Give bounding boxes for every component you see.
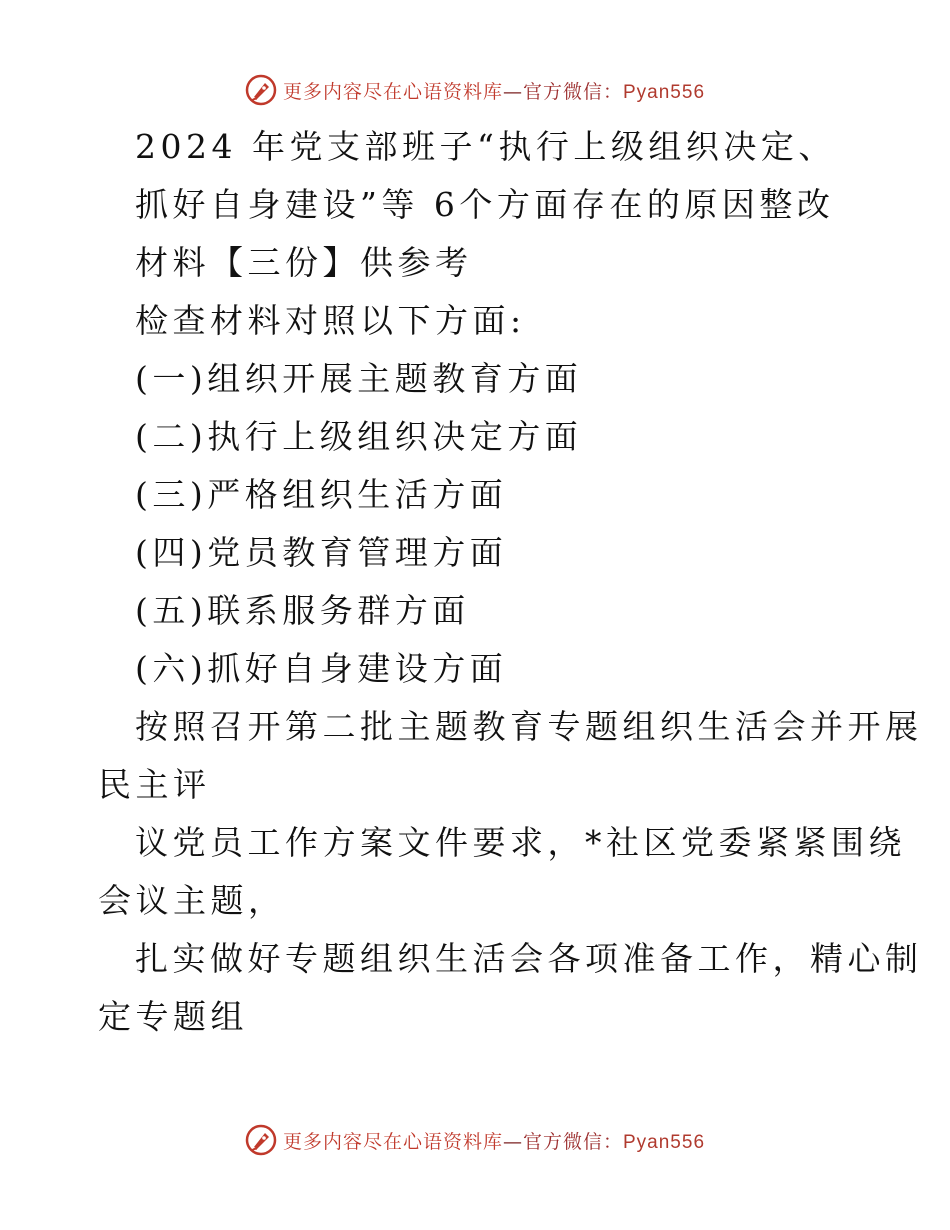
aspect-item-2: (二)执行上级组织决定方面 [135, 417, 583, 456]
body-line-2: 民主评 [98, 765, 211, 804]
watermark-separator: — [502, 1130, 523, 1153]
pen-nib-logo-icon [245, 1124, 277, 1156]
watermark-contact-label: 官方微信： [522, 1130, 623, 1153]
aspect-item-3: (三)严格组织生活方面 [135, 475, 508, 514]
body-line-5: 扎实做好专题组织生活会各项准备工作，精心制 [135, 939, 923, 978]
watermark-brand: 更多内容尽在心语资料库 [282, 1130, 503, 1153]
watermark-contact-id: Pyan556 [623, 81, 706, 103]
intro-text: 检查材料对照以下方面: [135, 301, 526, 340]
body-line-3: 议党员工作方案文件要求，*社区党委紧紧围绕 [135, 823, 906, 862]
body-line-6: 定专题组 [98, 997, 248, 1036]
watermark-text [283, 1127, 705, 1154]
watermark-contact-label: 官方微信： [522, 80, 623, 103]
document-title-line-1: 2024 年党支部班子“执行上级组织决定、 [135, 127, 836, 166]
watermark-contact-id: Pyan556 [623, 1131, 706, 1153]
aspect-item-5: (五)联系服务群方面 [135, 591, 470, 630]
document-title-line-3: 材料【三份】供参考 [135, 243, 473, 282]
document-title-line-2: 抓好自身建设”等 6个方面存在的原因整改 [135, 185, 835, 224]
footer-watermark [0, 1122, 950, 1158]
aspect-item-1: (一)组织开展主题教育方面 [135, 359, 583, 398]
body-line-1: 按照召开第二批主题教育专题组织生活会并开展 [135, 707, 923, 746]
pen-nib-logo-icon [245, 74, 277, 106]
watermark-text [283, 77, 705, 104]
aspect-item-4: (四)党员教育管理方面 [135, 533, 508, 572]
watermark-brand: 更多内容尽在心语资料库 [282, 80, 503, 103]
aspect-item-6: (六)抓好自身建设方面 [135, 649, 508, 688]
header-watermark [0, 72, 950, 108]
watermark-separator: — [502, 80, 523, 103]
document-body [98, 118, 923, 1046]
body-line-4: 会议主题， [98, 881, 286, 920]
